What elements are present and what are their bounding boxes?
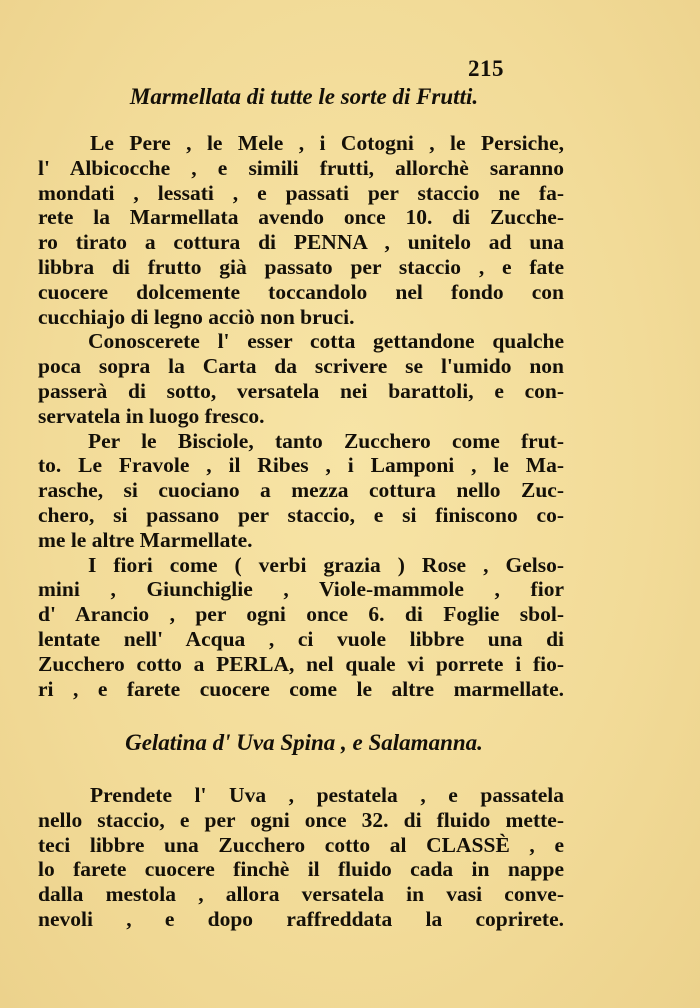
text-line: rete la Marmellata avendo once 10. di Zucche- xyxy=(38,205,564,230)
text-line: mini , Giunchiglie , Viole-mammole , fior xyxy=(38,577,564,602)
text-line: Prendete l' Uva , pestatela , e passatela xyxy=(90,783,564,807)
text-line: Zucchero cotto a PERLA, nel quale vi porrete i fio- xyxy=(38,651,564,676)
section-title-gelatina: Gelatina d' Uva Spina , e Salamanna. xyxy=(125,730,483,755)
text-line: Per le Bisciole, tanto Zucchero come frut- xyxy=(88,428,564,453)
text-line: nevoli , e dopo raffreddata la coprirete. xyxy=(38,906,564,931)
text-line: rasche, si cuociano a mezza cottura nello Zuc- xyxy=(38,478,564,503)
text-line: dalla mestola , allora versatela in vasi conve- xyxy=(38,882,564,907)
text-line: d' Arancio , per ogni once 6. di Foglie sbol- xyxy=(38,602,564,627)
text-line: ri , e farete cuocere come le altre marmellate. xyxy=(38,676,564,701)
text-line: servatela in luogo fresco. xyxy=(38,403,265,428)
text-line: I fiori come ( verbi grazia ) Rose , Gelso- xyxy=(88,552,564,577)
page-number: 215 xyxy=(468,56,504,81)
text-line: ro tirato a cottura di PENNA , unitelo ad una xyxy=(38,230,564,255)
text-line: lentate nell' Acqua , ci vuole libbre una di xyxy=(38,626,564,651)
text-line: passerà di sotto, versatela nei barattoli, e con- xyxy=(38,378,564,403)
text-line: poca sopra la Carta da scrivere se l'umido non xyxy=(38,354,564,379)
text-line: chero, si passano per staccio, e si finiscono co- xyxy=(38,502,564,527)
section-body-gelatina xyxy=(38,783,564,932)
text-line: to. Le Fravole , il Ribes , i Lamponi , le Ma- xyxy=(38,453,564,478)
text-line: Le Pere , le Mele , i Cotogni , le Persiche, xyxy=(90,131,564,155)
text-line: libbra di frutto già passato per staccio , e fate xyxy=(38,254,564,279)
text-line: cucchiajo di legno acciò non bruci. xyxy=(38,304,355,329)
text-line: me le altre Marmellate. xyxy=(38,527,253,552)
text-line: Conoscerete l' esser cotta gettandone qualche xyxy=(88,329,564,354)
section-body-marmellata xyxy=(38,131,564,701)
section-title-marmellata: Marmellata di tutte le sorte di Frutti. xyxy=(129,84,479,109)
text-line: l' Albicocche , e simili frutti, allorchè saranno xyxy=(38,155,564,180)
text-line: cuocere dolcemente toccandolo nel fondo con xyxy=(38,279,564,304)
text-line: lo farete cuocere finchè il fluido cada in nappe xyxy=(38,857,564,882)
text-line: mondati , lessati , e passati per staccio ne fa- xyxy=(38,180,564,205)
text-line: nello staccio, e per ogni once 32. di fluido mette- xyxy=(38,807,564,832)
text-line: teci libbre una Zucchero cotto al CLASSÈ , e xyxy=(38,832,564,857)
